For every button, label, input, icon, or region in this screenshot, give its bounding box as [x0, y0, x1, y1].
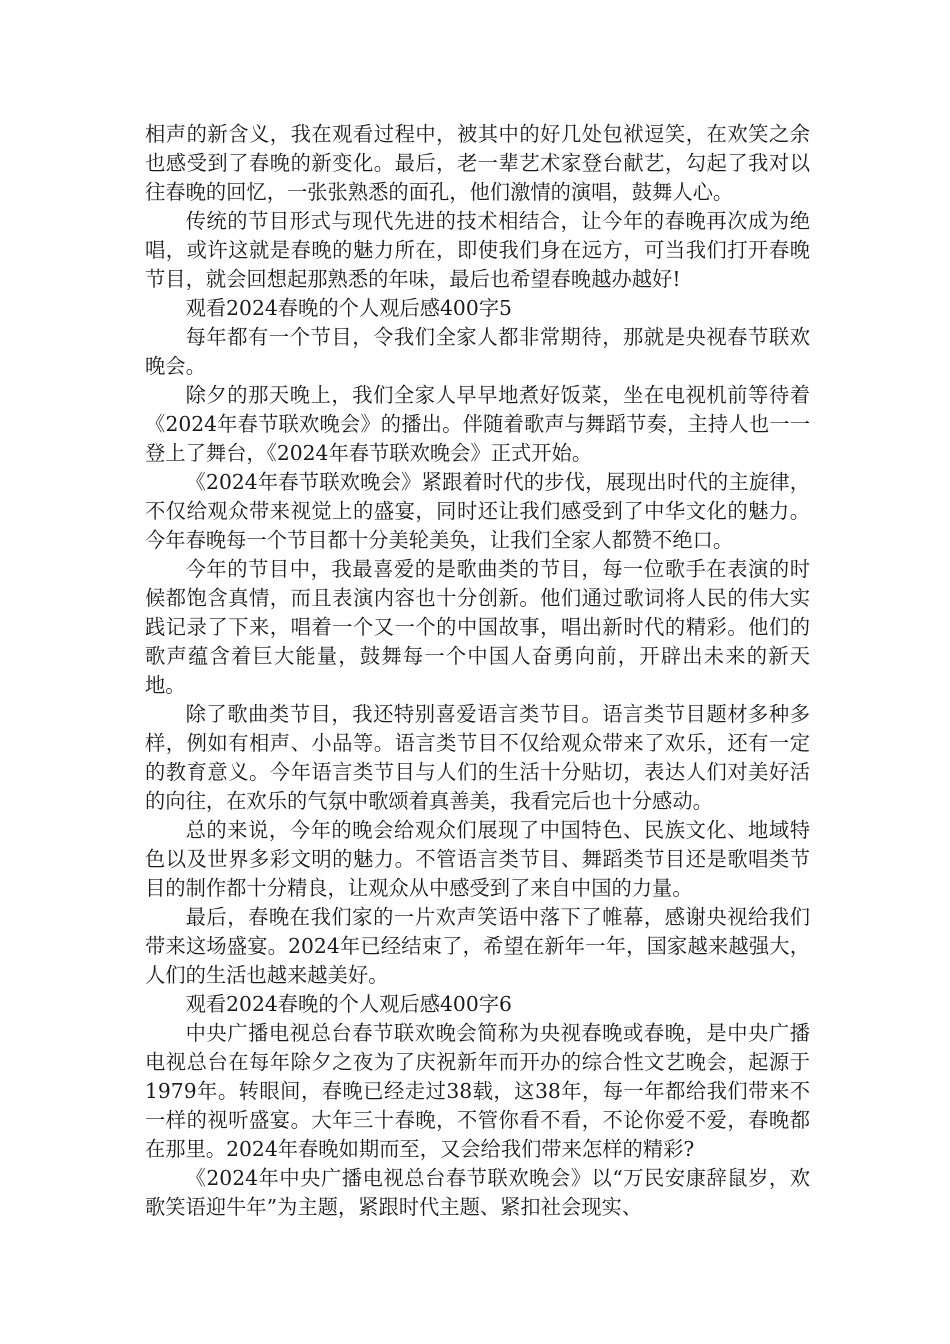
- paragraph: 每年都有一个节目，令我们全家人都非常期待，那就是央视春节联欢晚会。: [145, 325, 810, 378]
- document-page: [145, 120, 810, 1222]
- paragraph: 今年的节目中，我最喜爱的是歌曲类的节目，每一位歌手在表演的时候都饱含真情，而且表演内容也十分创新。他们通过歌词将人民的伟大实践记录了下来，唱着一个又一个的中国故事，唱出新时代的精彩。他们的歌声蕴含着巨大能量，鼓舞每一个中国人奋勇向前，开辟出未来的新天地。: [145, 557, 810, 697]
- paragraph: 总的来说，今年的晚会给观众们展现了中国特色、民族文化、地域特色以及世界多彩文明的魅力。不管语言类节目、舞蹈类节目还是歌唱类节目的制作都十分精良，让观众从中感受到了来自中国的力量。: [145, 818, 810, 900]
- section-heading: 观看2024春晚的个人观后感400字6: [185, 992, 512, 1016]
- paragraph: 最后，春晚在我们家的一片欢声笑语中落下了帷幕，感谢央视给我们带来这场盛宴。2024年已经结束了，希望在新年一年，国家越来越强大，人们的生活也越来越美好。: [145, 905, 810, 987]
- paragraph: 中央广播电视总台春节联欢晚会简称为央视春晚或春晚，是中央广播电视总台在每年除夕之夜为了庆祝新年而开办的综合性文艺晚会，起源于1979年。转眼间，春晚已经走过38载，这38年，每一年都给我们带来不一样的视听盛宴。大年三十春晚，不管你看不看，不论你爱不爱，春晚都在那里。2024年春晚如期而至，又会给我们带来怎样的精彩?: [145, 1021, 810, 1161]
- section-heading: 观看2024春晚的个人观后感400字5: [185, 296, 512, 320]
- paragraph: 除夕的那天晚上，我们全家人早早地煮好饭菜，坐在电视机前等待着《2024年春节联欢晚会》的播出。伴随着歌声与舞蹈节奏，主持人也一一登上了舞台，《2024年春节联欢晚会》正式开始。: [145, 383, 810, 465]
- paragraph: 《2024年春节联欢晚会》紧跟着时代的步伐，展现出时代的主旋律，不仅给观众带来视觉上的盛宴，同时还让我们感受到了中华文化的魅力。今年春晚每一个节目都十分美轮美奂，让我们全家人都赞不绝口。: [145, 470, 810, 552]
- paragraph: 除了歌曲类节目，我还特别喜爱语言类节目。语言类节目题材多种多样，例如有相声、小品等。语言类节目不仅给观众带来了欢乐，还有一定的教育意义。今年语言类节目与人们的生活十分贴切，表达人们对美好活的向往，在欢乐的气氛中歌颂着真善美，我看完后也十分感动。: [145, 702, 810, 813]
- paragraph: 传统的节目形式与现代先进的技术相结合，让今年的春晚再次成为绝唱，或许这就是春晚的魅力所在，即使我们身在远方，可当我们打开春晚节目，就会回想起那熟悉的年味，最后也希望春晚越办越好!: [145, 209, 810, 291]
- paragraph-continuation: 相声的新含义，我在观看过程中，被其中的好几处包袱逗笑，在欢笑之余也感受到了春晚的新变化。最后，老一辈艺术家登台献艺，勾起了我对以往春晚的回忆，一张张熟悉的面孔，他们激情的演唱，鼓舞人心。: [145, 122, 810, 204]
- paragraph: 《2024年中央广播电视总台春节联欢晚会》以“万民安康辞鼠岁，欢歌笑语迎牛年”为主题，紧跟时代主题、紧扣社会现实、: [145, 1166, 810, 1219]
